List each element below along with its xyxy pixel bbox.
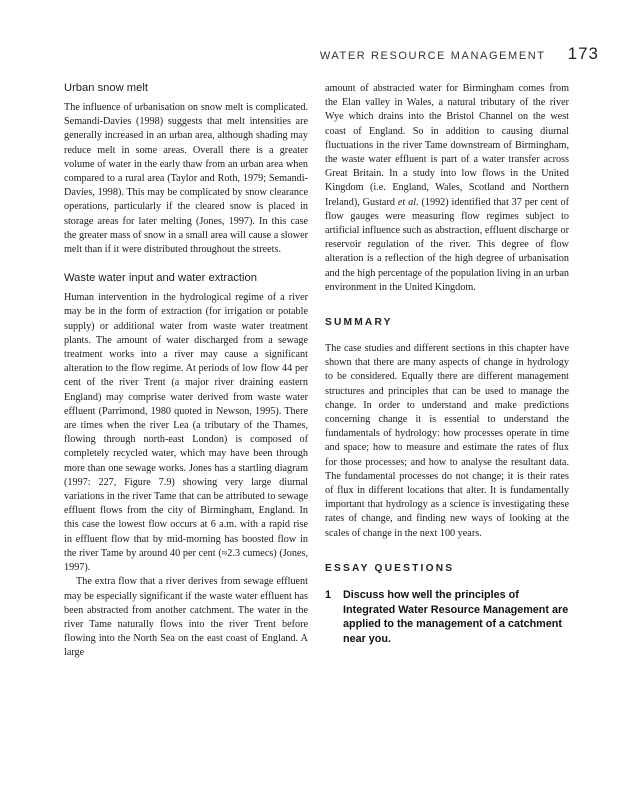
paragraph-summary: The case studies and different sections in this chapter have shown that there are many aspects of change in hydrology to be considered. Equally there are different management structures and principles that can be used to manage the change. In order to understand and make predictions concerning change it is essential to understand the fundamentals of hydrology: how processes operate in time and space; how to measure and estimate the rates of flux for those processes; and how to analyse the resultant data. The fundamental processes do not change; it is their rates of flux in different locations that alter. It is fundamentally important that hydrology as a science is investigating these rates of change, and finding new ways of looking at the scales of change in the next 100 years. (325, 343, 569, 539)
paragraph-snow-melt: The influence of urbanisation on snow melt is complicated. Semandi-Davies (1998) suggests that melt intensities are generally increased in an urban area, although shading may reduce melt in some areas. Overall there is a greater volume of water in the early thaw from an urban area when compared to a rural area (Taylor and Roth, 1979; Semandi-Davies, 1998). This may be complicated by snow clearance operations, particularly if the cleared snow is placed in storage areas for later melting (Jones, 1997). In this case the greater mass of snow in a small area will cause a slower melt than if it were distributed throughout the streets. (64, 102, 308, 256)
left-column (64, 82, 308, 661)
et-al-italic: et al (397, 196, 417, 208)
heading-urban-snow-melt: Urban snow melt (64, 82, 148, 94)
paragraph-waste-water-1: Human intervention in the hydrological regime of a river may be in the form of extraction (for irrigation or potable supply) or additional water from waste water treatment plants. The amount of water discharged from a sewage treatment works into a river may cause a significant alteration to the flow regime. At periods of low flow 44 per cent of the river Trent (a major river draining eastern England) may comprise water derived from waste water effluent (Parrimond, 1980 quoted in Newson, 1995). There are times when the river Lea (a tributary of the Thames, flowing through north-east London) is composed of completely recycled water, which may have been through more than one sewage works. Jones has a startling diagram (1997: 227, Figure 7.9) showing very large diurnal variations in the river Tame that can be attributed to sewage effluent flows from the city of Birmingham, England. In this case the lowest flow occurs at 6 a.m. with a rapid rise in effluent flow that by mid-morning has boosted flow in the river Tame by around 40 per cent (≈2.3 cumecs) (Jones, 1997). (64, 292, 308, 574)
continued-text-b: . (1992) identified that 37 per cent of flow gauges were measuring flow regimes subject to artificial influence such as abstraction, effluent discharge or reservoir regulation of the river. This degree of flow alteration is a reflection of the high degree of urbanisation and the high percentage of the population living in an urban environment in the United Kingdom. (325, 196, 570, 293)
heading-summary: SUMMARY (325, 317, 393, 329)
running-header (320, 44, 599, 66)
essay-question-text: Discuss how well the principles of Integrated Water Resource Management are applied to the management of a catchment near you. (343, 588, 569, 646)
right-column (325, 82, 569, 647)
essay-question-number: 1 (325, 588, 332, 601)
continued-text-a: amount of abstracted water for Birmingham comes from the Elan valley in Wales, a natural tributary of the river Wye which drains into the Bristol Channel on the west coast of England. So in addition to causing diurnal fluctuations in the river Tame downstream of Birmingham, the waste water effluent is part of a water transfer across Great Britain. In a study into low flows in the United Kingdom (i.e. England, Wales, Scotland and Northern Ireland), Gustard (325, 83, 569, 208)
paragraph-waste-water-2: The extra flow that a river derives from sewage effluent may be especially significant if the waste water effluent has been abstracted from another catchment. The water in the river Tame naturally flows into the river Trent before flowing into the North Sea on the east coast of England. A large (64, 576, 308, 659)
running-title: WATER RESOURCE MANAGEMENT (319, 50, 546, 62)
essay-question-item (325, 588, 569, 647)
heading-waste-water: Waste water input and water extraction (64, 272, 257, 285)
heading-essay-questions: ESSAY QUESTIONS (325, 562, 455, 574)
paragraph-continued (325, 82, 569, 295)
page-number: 173 (567, 44, 599, 63)
